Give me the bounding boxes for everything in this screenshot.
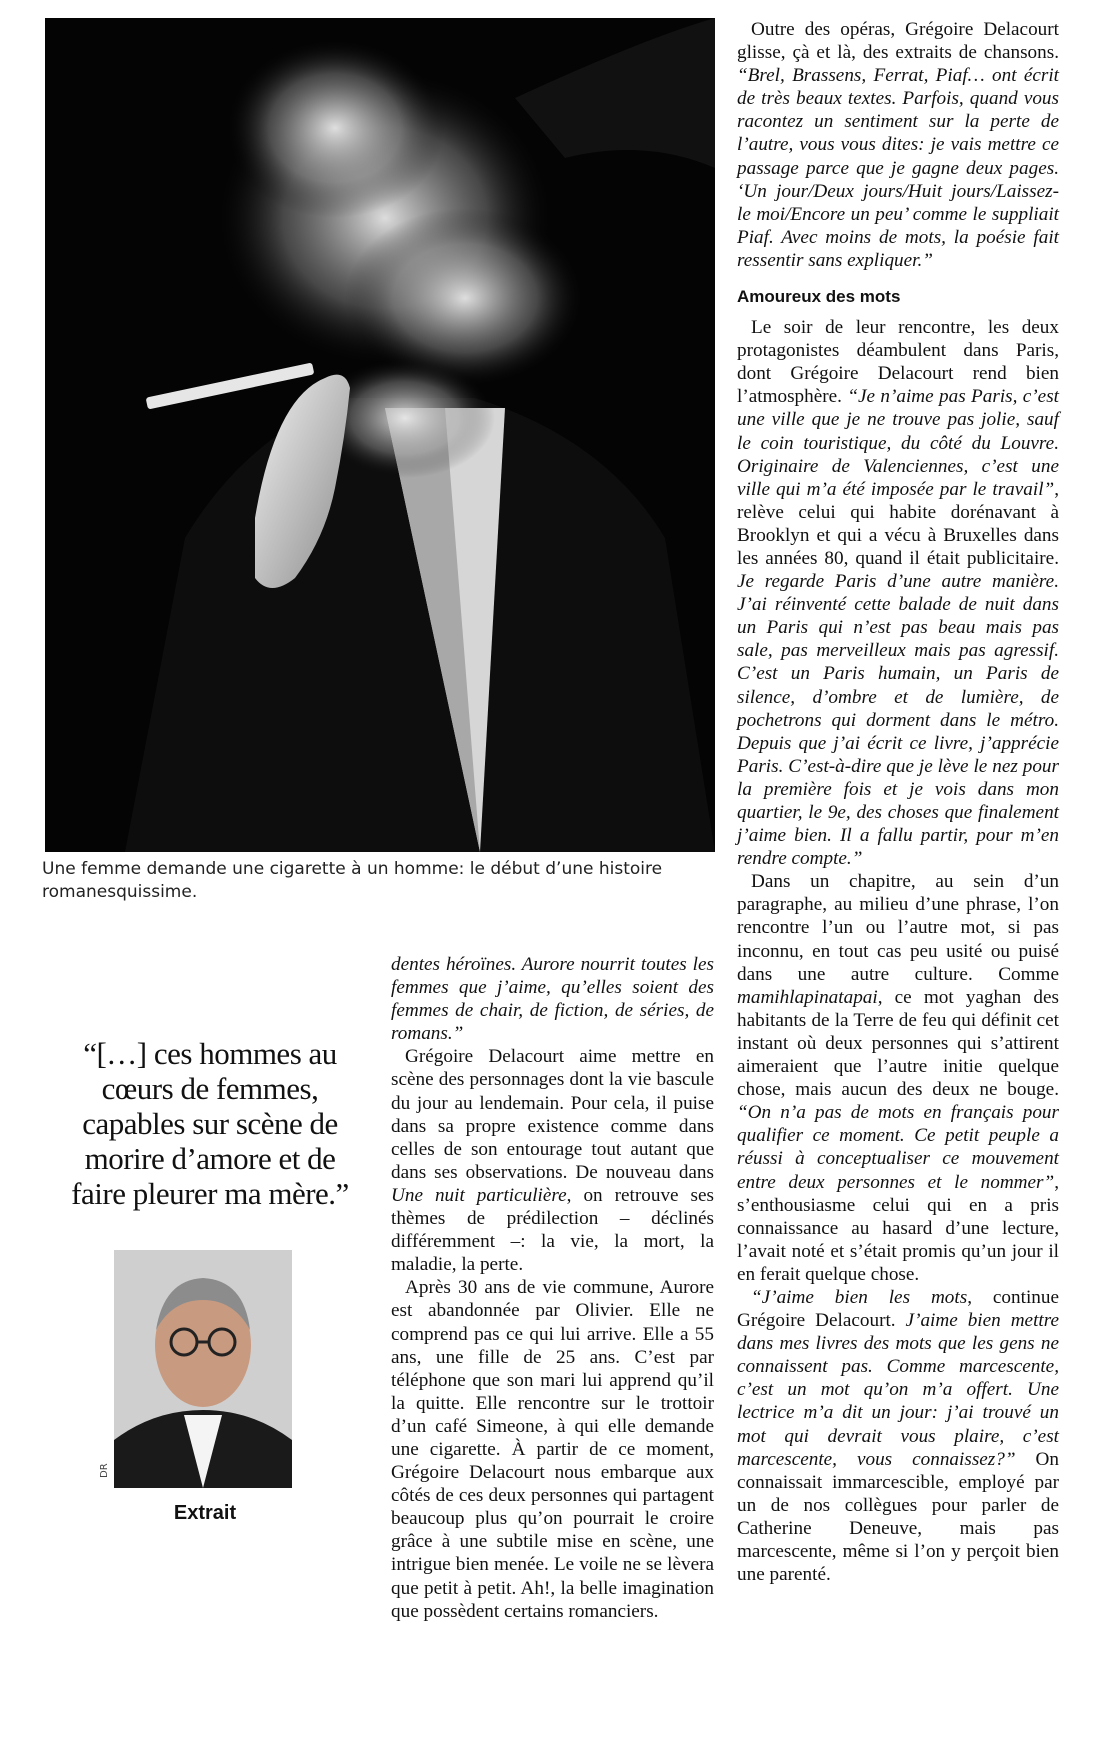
paragraph [737,870,1059,1286]
text-run: Grégoire Delacourt aime mettre en scène des personnages dont la vie bascule du jour au lendemain. Pour cela, il puise dans sa propre existence comme dans celles de son entourage tout autant que dans ses observations. De nouveau dans [391,1046,714,1183]
middle-column [391,953,714,1623]
text-run: Dans un chapitre, au sein d’un paragraphe, au milieu d’une phrase, l’on rencontre l’un ou l’autre mot, si pas inconnu, en tout cas peu usité ou puisé dans une autre culture. Comme [737,871,1059,985]
text-run: Après 30 ans de vie commune, Aurore est abandonnée par Olivier. Elle ne comprend pas ce qui lui arrive. Elle a 55 ans, une fille de 25 ans. C’est par téléphone que son mari lui apprend qu’il la quitte. Elle rencontre sur le trottoir d’un café Simeone, à qui elle demande une cigarette. À partir de ce moment, Grégoire Delacourt nous embarque aux côtés de ces deux personnes qui partagent beaucoup plus qu’on pourrait le croire grâce à une subtile mise en scène, une intrigue bien menée. Le voile ne se lèvera que petit à petit. Ah!, la belle imagination que possèdent certains romanciers. [391,1277,714,1622]
author-portrait-icon [114,1250,292,1488]
text-run: On connaissait immarcescible, employé par un de nos collègues pour parler de Catherine Deneuve, mais pas marcescente, même si l’on y perçoit bien une parenté. [737,1448,1059,1586]
text-run: , on retrouve ses thèmes de prédilection – déclinés différemment –: la vie, la mort, la maladie, la perte. [391,1184,714,1276]
paragraph [737,1286,1059,1586]
paragraph [737,316,1059,870]
text-run: , s’enthousiasme celui qui en a pris connaissance au hasard d’une lecture, l’avait noté et s’était promis qu’un jour il en ferait quelque chose. [737,1171,1059,1285]
paragraph [391,953,714,1045]
section-subhead: Amoureux des mots [737,287,901,307]
quote-run: mamihlapinatapai [737,986,878,1008]
text-run: , ce mot yaghan des habitants de la Terre de feu qui définit cet instant où deux personnes qui s’attirent aimeraient que l’autre initie quelque chose, mais aucun des deux ne bouge. [737,986,1059,1101]
photo-caption: Une femme demande une cigarette à un homme: le début d’une histoire romanesquissime. [42,859,663,902]
paragraph [391,1276,714,1622]
book-title: Une nuit particulière [391,1184,567,1206]
quote-run: Je regarde Paris d’une autre manière. J’ai réinventé cette balade de nuit dans un Paris qui n’est pas beau mais pas sale, pas merveilleux mais pas agressif. C’est un Paris humain, un Paris de silence, d’ombre et de lumière, de pochetrons qui dorment dans le métro. Depuis que j’ai écrit ce livre, j’apprécie Paris. C’est-à-dire que je lève le nez pour la première fois et je vois dans mon quartier, le 9e, des choses que finalement j’aime bien. Il a fallu partir, pour m’en rendre compte.” [737,571,1059,870]
text-run: , continue Grégoire Delacourt. [737,1286,1059,1332]
quote-run: “On n’a pas de mots en français pour qualifier ce moment. Ce petit peuple a réussi à conceptualiser ce mouvement entre deux personnes et le nommer” [737,1102,1059,1193]
pull-quote: “[…] ces hommes au cœurs de femmes, capables sur scène de morire d’amore et de faire pleurer ma mère.” [71,1036,349,1211]
cover-photo [45,18,715,852]
photo-credit: DR [99,1463,110,1478]
smoking-figure-photo [45,18,715,852]
quote-run: “Brel, Brassens, Ferrat, Piaf… ont écrit de très beaux textes. Parfois, quand vous racontez un sentiment sur la perte de l’autre, vous vous dites: je vais mettre ce passage parce que je gagne deux pages. ‘Un jour/Deux jours/Huit jours/Laissez-le moi/Encore un peu’ comme le suppliait Piaf. Avec moins de mots, la poésie fait ressentir sans expliquer.” [737,65,1059,271]
text-run: Outre des opéras, Grégoire Delacourt glisse, çà et là, des extraits de chansons. [737,19,1059,64]
quote-run: dentes héroïnes. Aurore nourrit toutes les femmes que j’aime, qu’elles soient des femmes de chair, de fiction, de séries, de romans.” [391,954,714,1045]
paragraph [737,18,1059,272]
quote-run: “Je n’aime pas Paris, c’est une ville que je ne trouve pas jolie, sauf le coin touristique, du côté du Louvre. Originaire de Valenciennes, c’est une ville qui m’a été imposée par le travail” [737,386,1059,500]
author-portrait [114,1250,292,1488]
extrait-label: Extrait [173,1502,237,1524]
quote-run: “J’aime bien les mots [751,1286,968,1308]
text-run: , relève celui qui habite dorénavant à Brooklyn et qui a vécu à Bruxelles dans les années 80, quand il était publicitaire. [737,478,1059,569]
right-column [737,18,1059,1586]
paragraph [391,1045,714,1276]
quote-run: J’aime bien mettre dans mes livres des mots que les gens ne connaissent pas. Comme marcescente, c’est un mot qu’on m’a offert. Une lectrice m’a dit un jour: j’ai trouvé un mot qui devrait vous plaire, c’est marcescente, vous connaissez?” [737,1310,1059,1470]
text-run: Le soir de leur rencontre, les deux protagonistes déambulent dans Paris, dont Grégoire Delacourt rend bien l’atmosphère. [737,317,1059,408]
